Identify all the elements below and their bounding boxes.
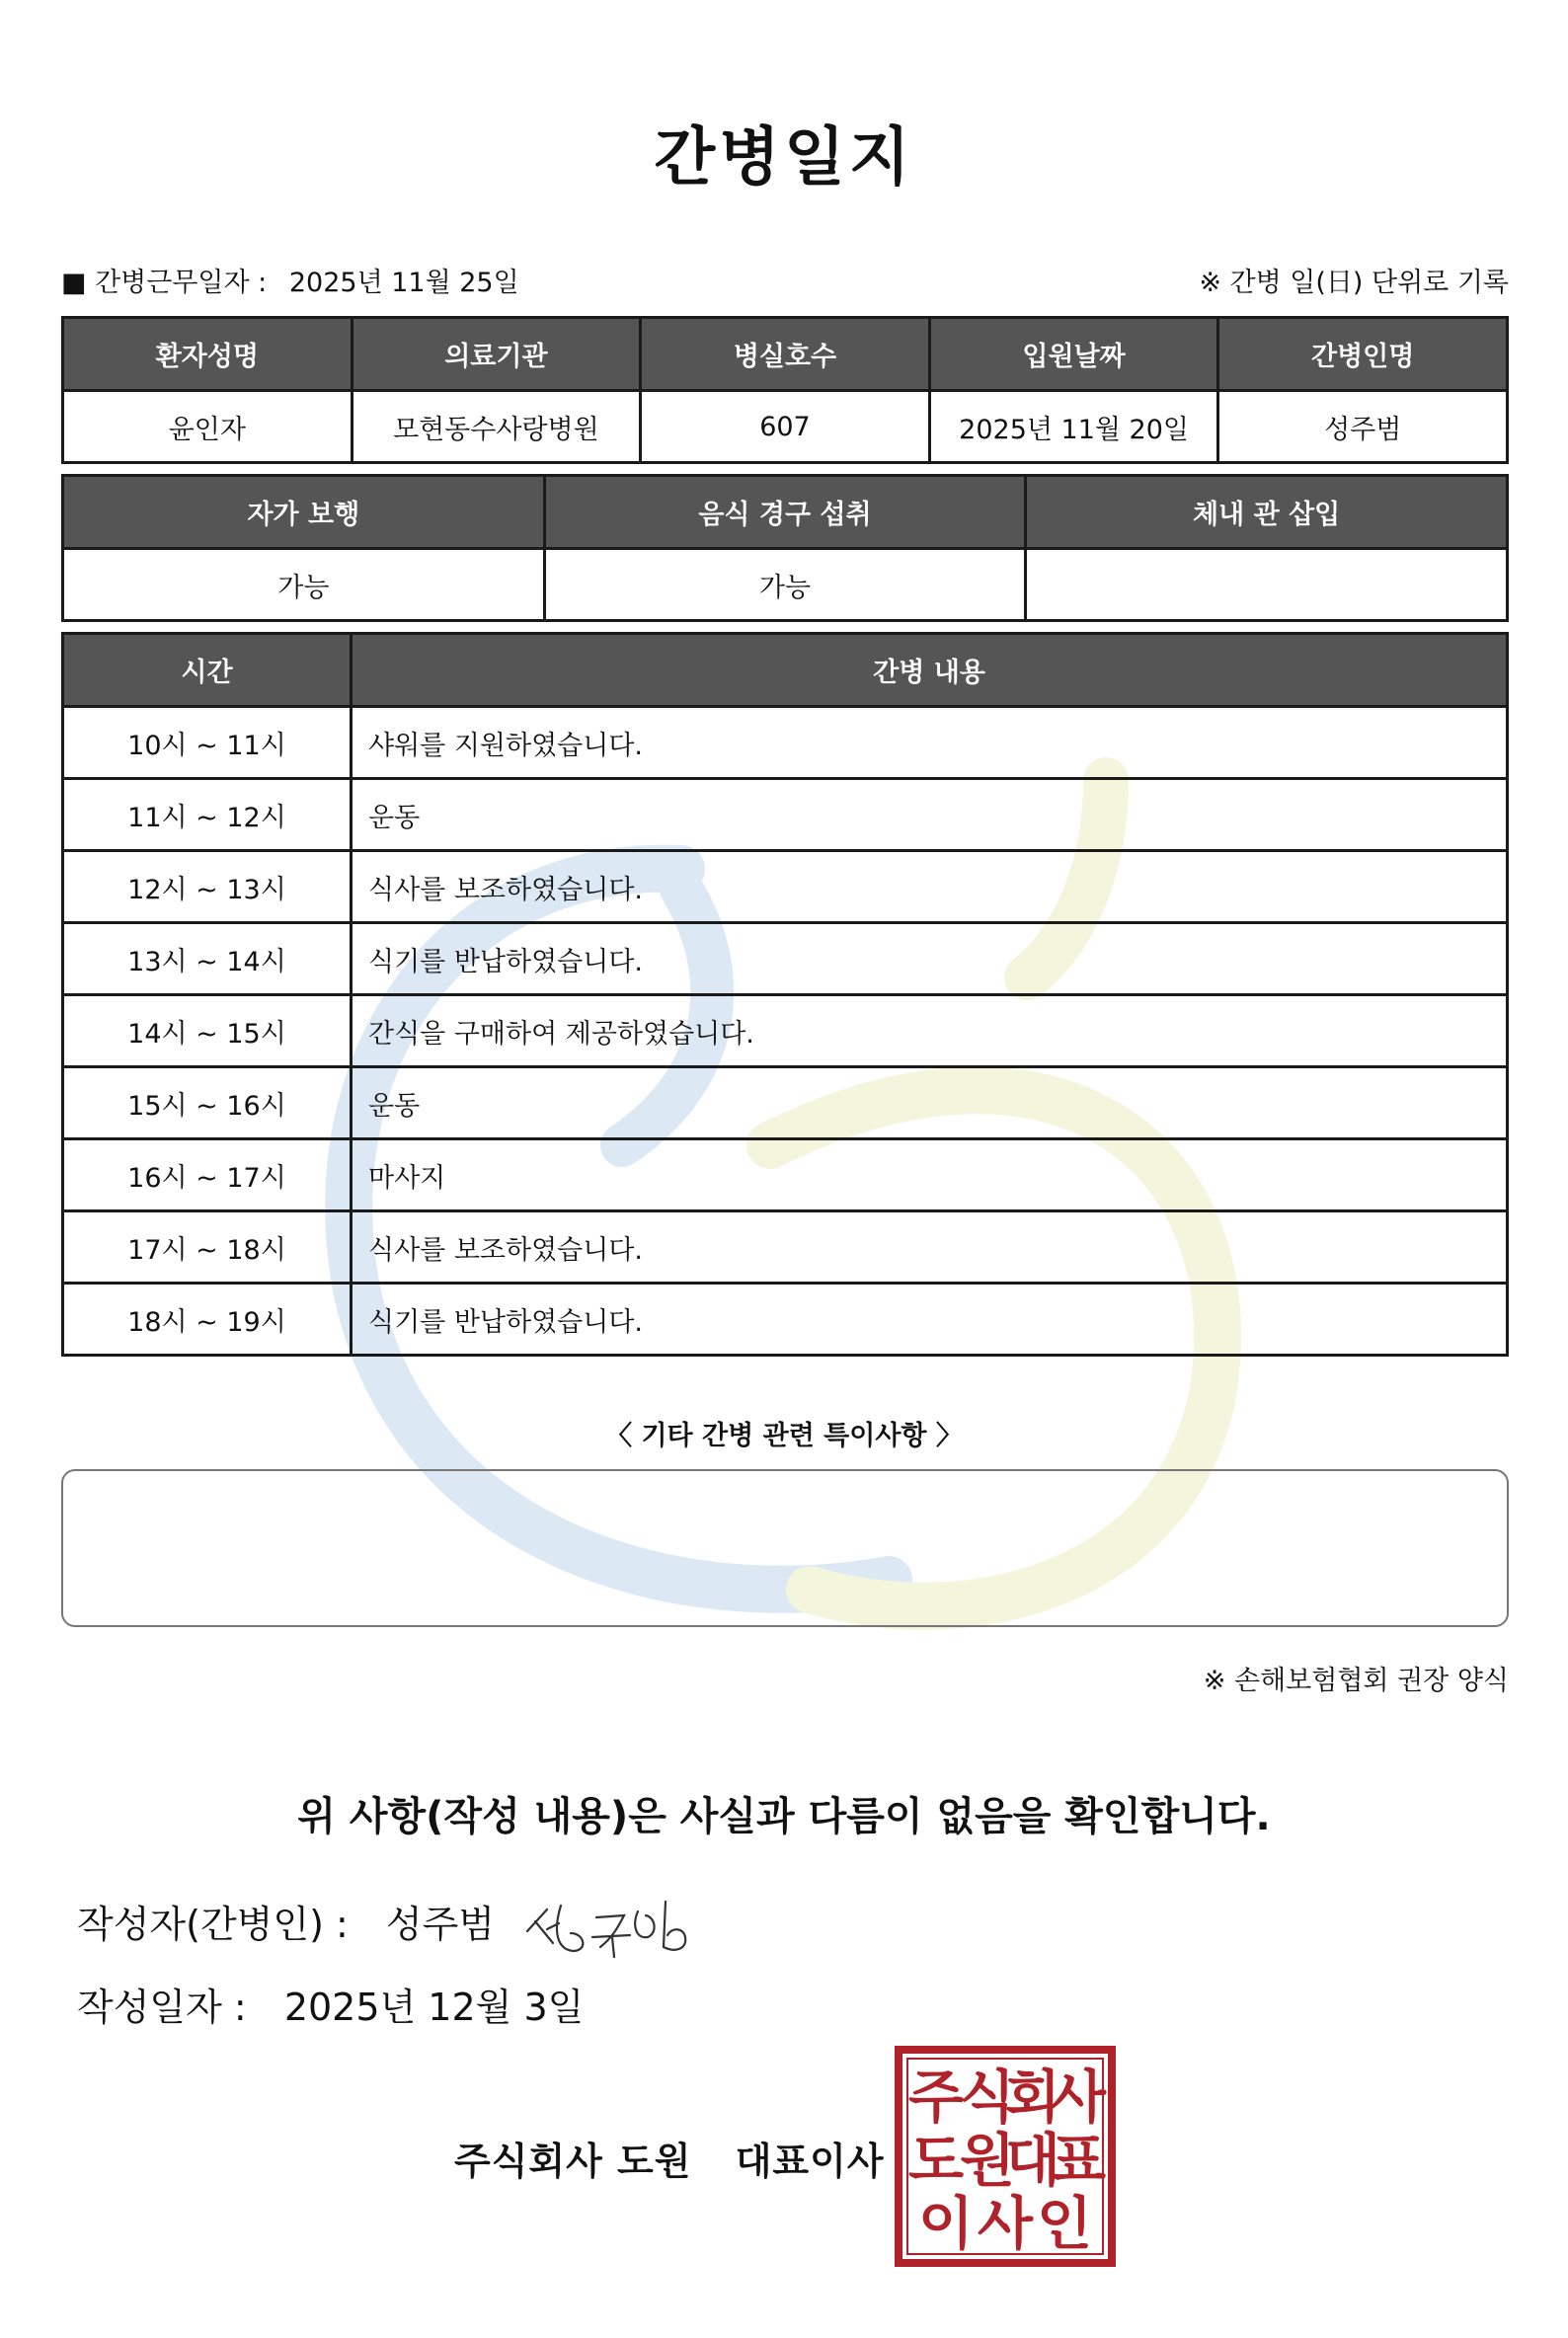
patient-name: 윤인자: [63, 391, 353, 463]
table-row: [63, 923, 1508, 995]
care-log-table: [61, 632, 1509, 1357]
work-date-line: [61, 261, 519, 299]
log-content: 샤워를 지원하였습니다.: [352, 707, 1508, 779]
header-time: 시간: [63, 634, 352, 707]
header-room: 병실호수: [641, 318, 930, 391]
log-time: 11시 ~ 12시: [63, 779, 352, 851]
svg-text:대: 대: [1004, 2127, 1061, 2194]
admission-date: 2025년 11월 20일: [929, 391, 1218, 463]
table-row: [63, 1211, 1508, 1284]
header-caregiver: 간병인명: [1218, 318, 1508, 391]
table-row: [63, 995, 1508, 1067]
hospital-name: 모현동수사랑병원: [352, 391, 641, 463]
header-tube: 체내 관 삽입: [1026, 476, 1508, 549]
patient-info-table: [61, 316, 1509, 464]
header-admission-date: 입원날짜: [929, 318, 1218, 391]
svg-text:식: 식: [959, 2064, 1016, 2131]
svg-text:이: 이: [917, 2190, 975, 2257]
company-name: 주식회사 도원: [454, 2140, 692, 2183]
log-content: 식사를 보조하였습니다.: [352, 851, 1508, 923]
work-date-value: 2025년 11월 25일: [288, 268, 519, 298]
svg-text:표: 표: [1050, 2127, 1107, 2194]
svg-text:사: 사: [1050, 2064, 1107, 2131]
log-time: 10시 ~ 11시: [63, 707, 352, 779]
handwritten-signature: [513, 1892, 711, 1961]
log-time: 14시 ~ 15시: [63, 995, 352, 1067]
room-number: 607: [641, 391, 930, 463]
company-seal: [895, 2046, 1116, 2267]
header-patient-name: 환자성명: [63, 318, 353, 391]
svg-text:회: 회: [1004, 2064, 1061, 2131]
patient-status-table: [61, 474, 1509, 622]
header-walking: 자가 보행: [63, 476, 545, 549]
caregiver-name: 성주범: [1218, 391, 1508, 463]
company-title: 대표이사: [735, 2140, 885, 2183]
oral-intake-status: 가능: [544, 549, 1026, 621]
log-time: 16시 ~ 17시: [63, 1139, 352, 1211]
page-title: 간병일지: [654, 121, 914, 195]
author-label: 작성자(간병인) :: [77, 1903, 349, 1946]
svg-text:도: 도: [907, 2127, 965, 2194]
log-time: 17시 ~ 18시: [63, 1211, 352, 1284]
remarks-box: [61, 1469, 1509, 1627]
table-row: [63, 1284, 1508, 1356]
table-row: [63, 851, 1508, 923]
walking-status: 가능: [63, 549, 545, 621]
log-time: 15시 ~ 16시: [63, 1067, 352, 1139]
form-note: ※ 손해보험협회 권장 양식: [1203, 1666, 1509, 1696]
company-signoff: [454, 2131, 885, 2185]
author-name: 성주범: [385, 1903, 495, 1946]
log-time: 12시 ~ 13시: [63, 851, 352, 923]
header-care-content: 간병 내용: [352, 634, 1508, 707]
header-hospital: 의료기관: [352, 318, 641, 391]
svg-text:인: 인: [1036, 2190, 1093, 2257]
log-content: 식기를 반납하였습니다.: [352, 1284, 1508, 1356]
unit-note: ※ 간병 일(日) 단위로 기록: [1199, 268, 1509, 298]
confirmation-statement: 위 사항(작성 내용)은 사실과 다름이 없음을 확인합니다.: [297, 1794, 1271, 1839]
header-oral-intake: 음식 경구 섭취: [544, 476, 1026, 549]
log-content: 간식을 구매하여 제공하였습니다.: [352, 995, 1508, 1067]
written-date-label: 작성일자 :: [77, 1986, 247, 2029]
svg-text:사: 사: [977, 2190, 1034, 2257]
log-content: 마사지: [352, 1139, 1508, 1211]
svg-text:원: 원: [959, 2127, 1016, 2194]
log-content: 운동: [352, 779, 1508, 851]
log-time: 18시 ~ 19시: [63, 1284, 352, 1356]
written-date-line: [77, 1977, 584, 2031]
table-row: [63, 1067, 1508, 1139]
table-row: [63, 779, 1508, 851]
remarks-label: 〈 기타 간병 관련 특이사항 〉: [605, 1421, 963, 1451]
meta-row: [61, 261, 1509, 300]
log-content: 운동: [352, 1067, 1508, 1139]
author-line: [77, 1894, 495, 1948]
svg-text:주: 주: [907, 2064, 965, 2131]
table-row: [63, 707, 1508, 779]
log-content: 식사를 보조하였습니다.: [352, 1211, 1508, 1284]
log-time: 13시 ~ 14시: [63, 923, 352, 995]
work-date-label: ■ 간병근무일자 :: [61, 268, 268, 298]
table-row: [63, 1139, 1508, 1211]
tube-status: [1026, 549, 1508, 621]
written-date-value: 2025년 12월 3일: [283, 1986, 585, 2029]
log-content: 식기를 반납하였습니다.: [352, 923, 1508, 995]
remarks-text: [63, 1471, 1507, 1503]
